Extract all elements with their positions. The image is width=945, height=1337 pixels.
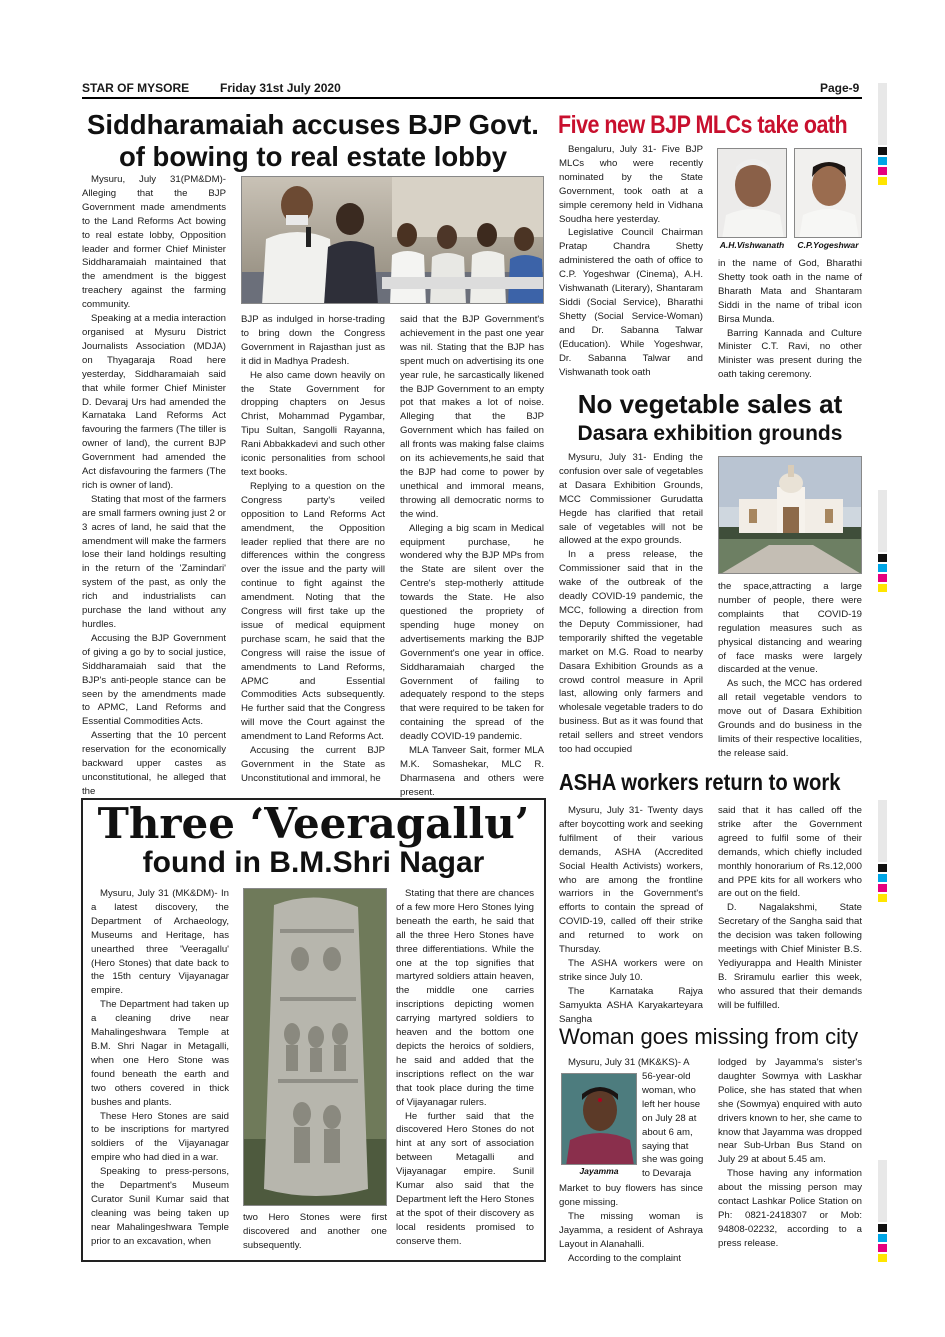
- paragraph: The Karnataka Rajya Samyukta ASHA Karyakarteyara Sangha: [559, 985, 703, 1025]
- paragraph: Legislative Council Chairman Pratap Chandra Shetty administered the oath of office to C.P. Yogeshwar (Cinema), A.H. Vishwanath (Literary), Shantaram Siddi (Social Service), Bharathi Shetty (Social Service-Woman) and Dr. Sabanna Talwar (Education). While Yogeshwar, Dr. Sabanna Talwar and Vishwanath took oath: [559, 227, 703, 378]
- cyan-swatch: [878, 874, 887, 882]
- color-registration-marks: [878, 554, 887, 592]
- paragraph: two Hero Stones were first discovered and another one subsequently.: [243, 1212, 387, 1251]
- article3-column-1: [559, 451, 703, 757]
- black-swatch: [878, 554, 887, 562]
- paragraph: Asserting that the 10 percent reservation for the economically backward upper castes as unconstitutional, he alleged that the: [82, 730, 226, 797]
- vishwanath-caption: A.H.Vishwanath: [719, 240, 785, 250]
- paragraph: Speaking to press-persons, the Department's Museum Curator Sunil Kumar said that cleaning was being taken up near Mahalingeshwara Temple prior to an excavation, when: [91, 1166, 229, 1247]
- paragraph: the space,attracting a large number of people, there were complaints that COVID-19 regulation measures such as physical distancing and wearing of face masks were largely discarded at the venue.: [718, 581, 862, 676]
- paragraph: Mysuru, July 31 (MK&DM)- In a latest discovery, the Department of Archaeology, Museums and Heritage, has unearthed three 'Veeragallu' (Hero Stones) that date back to the 15th century Vijayanagar empire.: [91, 888, 229, 997]
- paragraph: Alleging a big scam in Medical equipment purchase, he wondered why the BJP MPs from the State are silent over the Centre's step-motherly attitude towards the State. He also questioned the propriety of spending huge money on advertisements marking the BJP Government's one year in office. Siddharamaiah charged the Government of failing to adequately respond to the steps that were required to be taken for containing the spread of the deadly COVID-19 pandemic.: [400, 522, 544, 743]
- paragraph: Mysuru, July 31(PM&DM)- Alleging that the BJP Government made amendments to the Land Reforms Act bowing to real estate lobby, Opposition leader and former Chief Minister Siddharamaiah maintained that the amendment is the biggest treachery against the farming community.: [82, 174, 226, 311]
- paragraph: As such, the MCC has ordered all retail vegetable vendors to move out of Dasara Exhibition Grounds and do business in the limits of their respective localities, the release said.: [718, 678, 862, 759]
- article5-column-1: [91, 887, 229, 1249]
- paragraph: Mysuru, July 31- Ending the confusion over sale of vegetables at Dasara Exhibition Grounds, MCC Commissioner Gurudatta Hegde has clarified that retail sale of vegetables will not be allowed at the expo grounds.: [559, 452, 703, 547]
- color-registration-marks: [878, 147, 887, 185]
- color-registration-marks: [878, 1224, 887, 1262]
- paragraph: These Hero Stones are said to be inscriptions for martyred soldiers of the Vijayanagar empire who had died in a war.: [91, 1110, 229, 1164]
- paragraph: The ASHA workers were on strike since July 10.: [559, 957, 703, 983]
- paragraph: Speaking at a media interaction organised at Mysuru District Journalists Association (MDJA) on Thyagaraja Road here yesterday, Siddharamaiah said that while former Chief Minister D. Devaraj Urs had amended the Karnataka Land Reforms Act favouring the farmers (The tiller is owner of land), the current BJP Government had amended the Act disfavouring the farmers (The rich is owner of land).: [82, 313, 226, 491]
- article4-column-1: [559, 804, 703, 1027]
- paragraph: BJP as indulged in horse-trading to bring down the Congress Government in Rajasthan just as it did in Madhya Pradesh.: [241, 314, 385, 367]
- wrap-line: on July 28 at: [642, 1112, 697, 1124]
- paragraph: said that the BJP Government's achievement in the past one year was nil. Stating that the BJP has spent much on advertising its one year rule, he sarcastically likened the BJP Government to an empty pot that makes a lot of noise. Alleging that the BJP Government which has failed on all fronts was making false claims on its achievements,he said that the BJP had come to power by unethical and immoral means, throwing all democratic norms to the wind.: [400, 314, 544, 520]
- wrap-line: to Devaraja: [642, 1168, 692, 1180]
- article6-headline: Woman goes missing from city: [559, 1024, 859, 1049]
- paragraph: Mysuru, July 31- Twenty days after boycotting work and seeking fulfilment of their various demands, ASHA (Accredited Social Health Activists) workers, who are among the frontline warriors in the Government's efforts to contain the spread of COVID-19, called off their strike and returned to work on Thursday.: [559, 805, 703, 956]
- article5-headline-line2: found in B.M.Shri Nagar: [142, 846, 485, 879]
- article1-headline-line2: of bowing to real estate lobby: [118, 141, 508, 172]
- wrap-line: about 6 am,: [642, 1126, 693, 1138]
- paragraph: said that it has called off the strike after the Government agreed to fulfil some of their demands, which chiefly included monthly honorarium of Rs.12,000 and PPE kits for all workers who are out on the field.: [718, 805, 862, 900]
- paragraph: Stating that most of the farmers are small farmers owning just 2 or 3 acres of land, he said that the amendment will make the farmers lose their land holdings resulting in the return of the 'Zamindari' system of the past, as only the rich and industrialists can purchase the land without any hurdles.: [82, 493, 226, 630]
- paragraph: In a press release, the Commissioner said that in the wake of the outbreak of the deadly COVID-19 pandemic, the MCC, following a direction from the Deputy Commissioner, had temporarily shifted the vegetable market on M.G. Road to nearby Dasara Exhibition Grounds as a crowd control measure in April last, allowing only farmers and wholesale vegetable traders to do business. But as it was found that retail sellers and street vendors too had occupied: [559, 549, 703, 756]
- vishwanath-photo: [717, 148, 787, 238]
- press-meet-photo: [241, 176, 544, 304]
- registration-strip: [878, 800, 887, 862]
- paragraph: lodged by Jayamma's sister's daughter Sowmya with Laskhar Police, she has stated that when she (Sowmya) enquired with auto drivers known to her, she came to know that Jayamma was dropped near Sub-Urban Bus Stand on July 29 at about 5.45 am.: [718, 1057, 862, 1166]
- yellow-swatch: [878, 177, 887, 185]
- jayamma-photo: [561, 1073, 637, 1165]
- paragraph: in the name of God, Bharathi Shetty took oath in the name of Bharath Mata and Shantaram Siddi in the name of tribal icon Birsa Munda.: [718, 258, 862, 325]
- cyan-swatch: [878, 157, 887, 165]
- cyan-swatch: [878, 1234, 887, 1242]
- color-registration-marks: [878, 864, 887, 902]
- wrap-line: she was going: [642, 1154, 704, 1166]
- page-number: Page-9: [820, 81, 860, 95]
- article2-column-1: [559, 143, 703, 379]
- black-swatch: [878, 864, 887, 872]
- article6-lead-line: [559, 1056, 703, 1070]
- paragraph: According to the complaint: [568, 1252, 682, 1264]
- paragraph: Bengaluru, July 31- Five BJP MLCs who were recently nominated by the State Government, took oath at a simple ceremony held in Vidhana Soudha here yesterday.: [559, 144, 703, 225]
- paragraph: Mysuru, July 31 (MK&KS)- A: [568, 1057, 690, 1068]
- article6-column-2: [718, 1056, 862, 1251]
- paragraph: D. Nagalakshmi, State Secretary of the Sangha said that the decision was taken following meetings with Chief Minister B.S. Yediyurappa and Health Minister B. Sriramulu earlier this week, who assured that their demands will be fulfilled.: [718, 902, 862, 1011]
- article4-headline: ASHA workers return to work: [559, 769, 841, 795]
- paragraph: Barring Kannada and Culture Minister C.T. Ravi, no other Minister was present during the oath taking ceremony.: [718, 327, 862, 381]
- hero-stone-illustration: [244, 889, 387, 1206]
- paragraph: Market to buy flowers has since gone missing.: [559, 1183, 703, 1208]
- hero-stone-photo: [243, 888, 387, 1206]
- registration-strip: [878, 490, 887, 552]
- article5-column-3: [396, 887, 534, 1249]
- paragraph: MLA Tanveer Sait, former MLA M.K. Somashekar, MLC R. Dharmasena and others were present.: [400, 745, 544, 798]
- yellow-swatch: [878, 1254, 887, 1262]
- wrap-line: left her house: [642, 1098, 701, 1110]
- article2-column-2: [718, 257, 862, 382]
- exhibition-gate-illustration: [719, 457, 862, 574]
- black-swatch: [878, 147, 887, 155]
- article3-headline-line1: No vegetable sales at: [577, 389, 843, 419]
- jayamma-portrait: [562, 1074, 637, 1165]
- registration-strip: [878, 83, 887, 145]
- magenta-swatch: [878, 1244, 887, 1252]
- paragraph: Replying to a question on the Congress party's veiled opposition to Land Reforms Act amendment, the Opposition leader replied that there are no differences within the congress over the issue and the party will continue to fight against the amendment. Noting that the Congress will first take up the issue of medical equipment purchase scam, he said that the Congress will raise the issue of amendments to Land Reforms, APMC and Essential Commodities Acts subsequently. He further said that the Congress will move the Court against the amendment to Land Reforms Act.: [241, 480, 385, 743]
- article4-column-2: [718, 804, 862, 1013]
- header-rule: [82, 97, 862, 99]
- paragraph: The missing woman is Jayamma, a resident of Ashraya Layout in Alanahalli.: [559, 1210, 703, 1250]
- article1-column-2: [241, 313, 385, 786]
- paragraph: Accusing the current BJP Government in the State as Unconstitutional and immoral, he: [241, 745, 385, 784]
- article3-headline-line2: Dasara exhibition grounds: [577, 422, 843, 445]
- paragraph: Accusing the BJP Government of giving a go by to social justice, Siddharamaiah said that the BJP's anti-people stance can be seen by the amendments made to APMC, Land Reforms and Essential Commodities Acts.: [82, 632, 226, 728]
- exhibition-grounds-photo: [718, 456, 862, 574]
- article1-headline-line1: Siddharamaiah accuses BJP Govt.: [87, 109, 539, 140]
- vishwanath-portrait: [718, 149, 787, 238]
- article5-headline-line1: Three ‘Veeragallu’: [97, 799, 530, 848]
- issue-date: Friday 31st July 2020: [220, 81, 341, 95]
- magenta-swatch: [878, 884, 887, 892]
- paragraph: Stating that there are chances of a few more Hero Stones lying beneath the earth, he said that all the three Hero Stones have three differentiations. While the one at the top signifies that martyred soldiers attain heaven, the middle one carries inscriptions depicting women carrying martyred soldiers to heaven and the bottom one depicts the heroics of soldiers, he said and added that the inscriptions reflect on the war that took place during the time of Vijayanagar rulers.: [396, 888, 534, 1108]
- cyan-swatch: [878, 564, 887, 572]
- wrap-line: saying that: [642, 1140, 689, 1152]
- article6-column-1: [559, 1182, 703, 1265]
- yellow-swatch: [878, 894, 887, 902]
- article1-column-3: [400, 313, 544, 800]
- paragraph: Those having any information about the missing person may contact Lashkar Police Station on Ph: 0821-2418307 or Mob: 94808-02232, according to a press release.: [718, 1168, 862, 1249]
- yellow-swatch: [878, 584, 887, 592]
- article2-headline: Five new BJP MLCs take oath: [558, 111, 848, 139]
- article3-column-2: [718, 580, 862, 761]
- paragraph: He also came down heavily on the State Government for dropping chapters on Jesus Christ, Mohammad Pygambar, Tipu Sultan, Sangolli Rayanna, Rani Abbakkadevi and such other iconic personalities from school text books.: [241, 369, 385, 478]
- press-meet-illustration: [242, 177, 544, 304]
- yogeshwar-portrait: [795, 149, 862, 238]
- article6-wrap-lines: [642, 1070, 704, 1181]
- article1-column-1: [82, 173, 226, 799]
- registration-strip: [878, 1160, 887, 1222]
- paragraph: The Department had taken up a cleaning drive near Mahalingeshwara Temple at B.M. Shri Nagar in Metagalli, when one Hero Stone was found beneath the earth and two others covered in thick bushes and plants.: [91, 999, 229, 1108]
- wrap-line: woman, who: [642, 1084, 696, 1096]
- yogeshwar-photo: [794, 148, 862, 238]
- magenta-swatch: [878, 574, 887, 582]
- paragraph: He further said that the discovered Hero Stones do not hint at any sort of association between Metagalli and Vijayanagar empire. Sunil Kumar also said that the Department left the Hero Stones at the spot of their discovery as local residents promised to conserve them.: [396, 1110, 534, 1247]
- yogeshwar-caption: C.P.Yogeshwar: [797, 240, 859, 250]
- black-swatch: [878, 1224, 887, 1232]
- paper-name: STAR OF MYSORE: [82, 81, 190, 95]
- jayamma-caption: Jayamma: [579, 1166, 619, 1176]
- magenta-swatch: [878, 167, 887, 175]
- article5-column-2: [243, 1211, 387, 1253]
- wrap-line: 56-year-old: [642, 1071, 691, 1082]
